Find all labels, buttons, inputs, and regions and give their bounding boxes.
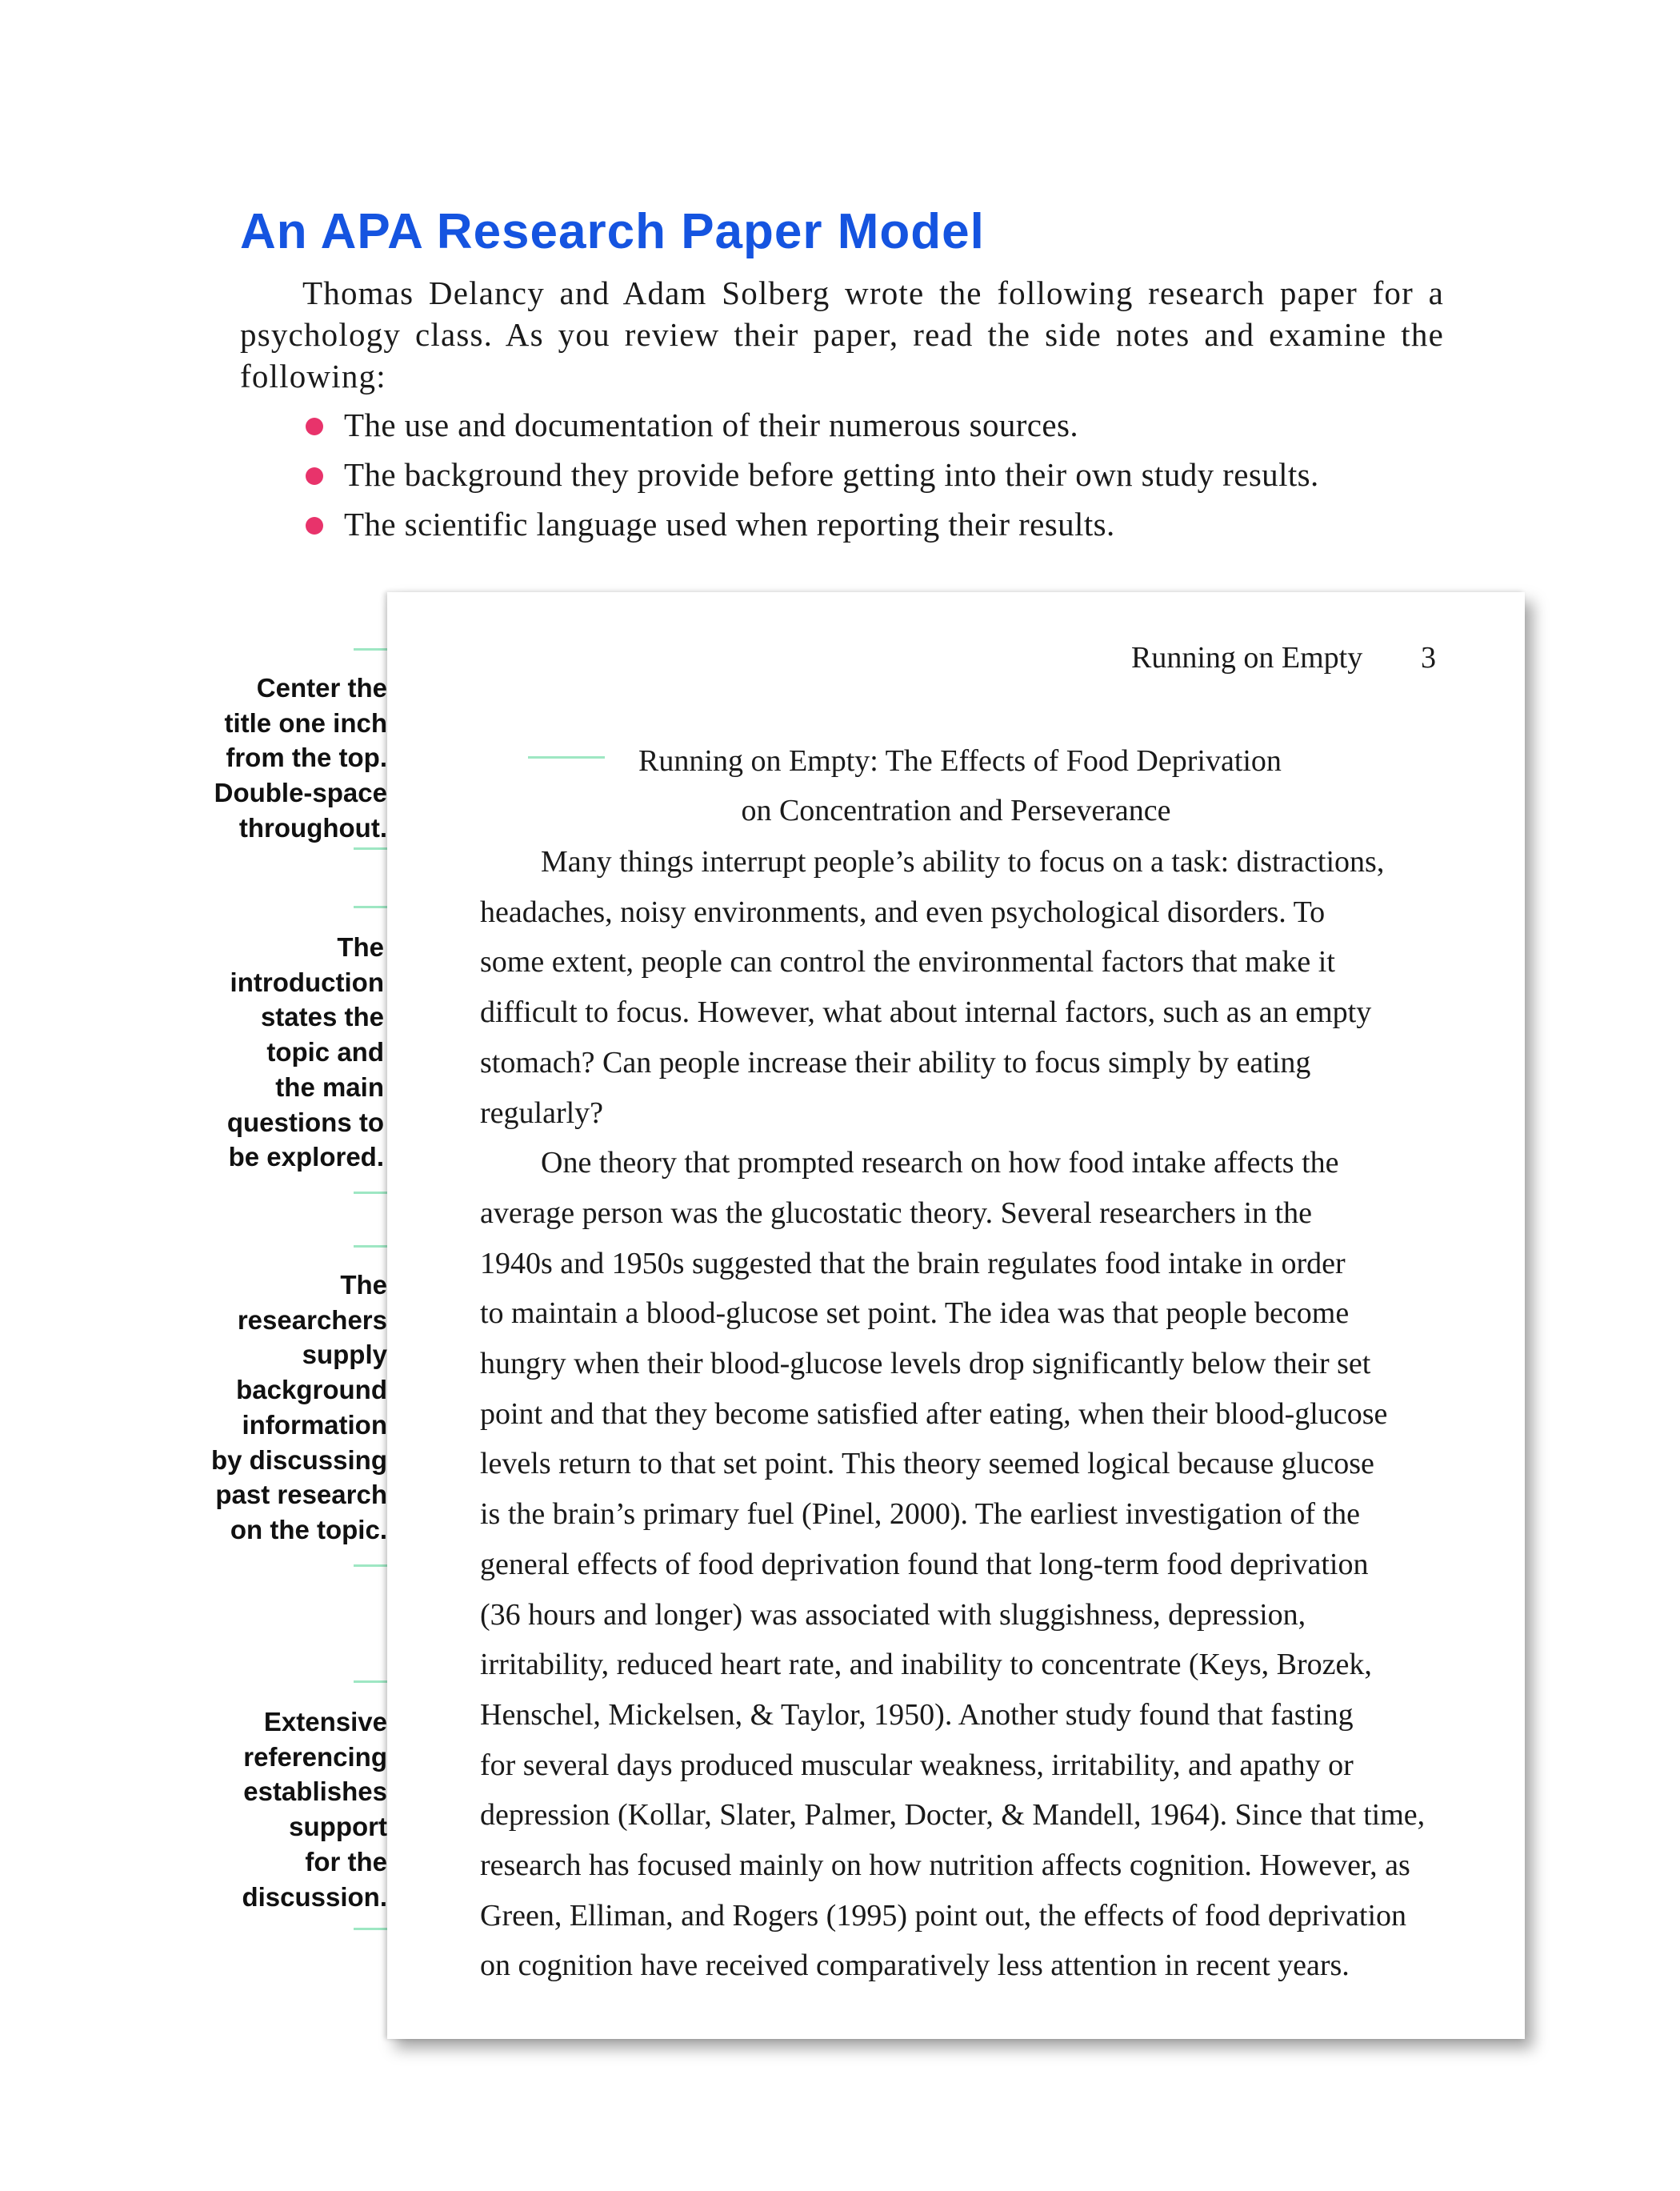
body-line: irritability, reduced heart rate, and inability to concentrate (Keys, Brozek, [480,1648,1372,1682]
bullet-text: The use and documentation of their numerous sources. [344,407,1078,443]
paper-title-line: on Concentration and Perseverance [741,794,1171,827]
body-line: average person was the glucostatic theory. Several researchers in the [480,1196,1312,1230]
body-line: 1940s and 1950s suggested that the brain regulates food intake in order [480,1246,1346,1280]
page-number: 3 [1421,641,1436,675]
bullet-text: The background they provide before getting into their own study results. [344,456,1319,493]
body-line: Henschel, Mickelsen, & Taylor, 1950). Another study found that fasting [480,1697,1354,1732]
body-line: regularly? [480,1096,604,1130]
paper-title-line: Running on Empty: The Effects of Food Deprivation [638,744,1282,778]
bullet-icon [306,467,323,485]
side-note-background: The researchers supply background information by discussing past research on the topic. [210,1270,387,1544]
body-line: Many things interrupt people’s ability to focus on a task: distractions, [541,845,1385,879]
body-line: is the brain’s primary fuel (Pinel, 2000). The earliest investigation of the [480,1497,1360,1532]
running-head: Running on Empty [1131,641,1363,675]
list-item [302,400,1319,450]
body-line: some extent, people can control the environmental factors that make it [480,945,1335,979]
bullet-icon [306,418,323,435]
body-line: general effects of food deprivation found that long-term food deprivation [480,1547,1369,1581]
bullet-icon [306,517,323,535]
body-line: depression (Kollar, Slater, Palmer, Docter, & Mandell, 1964). Since that time, [480,1798,1426,1833]
paper-title [480,736,1432,835]
body-line: research has focused mainly on how nutrition affects cognition. However, as [480,1849,1410,1883]
intro-paragraph: Thomas Delancy and Adam Solberg wrote the following research paper for a psychology class. As you review their paper, read the side notes and examine the following: [240,274,1444,395]
side-note-referencing: Extensive referencing establishes support for the discussion. [242,1707,387,1912]
body-line: to maintain a blood-glucose set point. The idea was that people become [480,1296,1350,1331]
list-item [302,499,1319,549]
body-line: point and that they become satisfied after eating, when their blood-glucose [480,1396,1388,1431]
body-line: on cognition have received comparatively less attention in recent years. [480,1949,1350,1983]
list-item [302,450,1319,499]
side-note-introduction: The introduction states the topic and the main questions to be explored. [226,932,384,1172]
body-line: (36 hours and longer) was associated with sluggishness, depression, [480,1597,1306,1632]
bullet-text: The scientific language used when reporting their results. [344,506,1115,543]
body-line: stomach? Can people increase their ability to focus simply by eating [480,1045,1311,1079]
paper-body [480,837,1440,1991]
model-paper-page [387,592,1525,2039]
bullet-list [302,400,1319,549]
body-line: difficult to focus. However, what about internal factors, such as an empty [480,995,1372,1030]
body-line: for several days produced muscular weakness, irritability, and apathy or [480,1748,1354,1782]
side-note-title: Center the title one inch from the top. Double-space throughout. [214,673,387,843]
body-line: levels return to that set point. This theory seemed logical because glucose [480,1447,1374,1481]
page-title: An APA Research Paper Model [240,204,985,259]
body-line: Green, Elliman, and Rogers (1995) point out, the effects of food deprivation [480,1898,1406,1933]
body-line: One theory that prompted research on how food intake affects the [541,1146,1339,1180]
body-line: hungry when their blood-glucose levels drop significantly below their set [480,1347,1371,1381]
body-line: headaches, noisy environments, and even psychological disorders. To [480,895,1326,929]
